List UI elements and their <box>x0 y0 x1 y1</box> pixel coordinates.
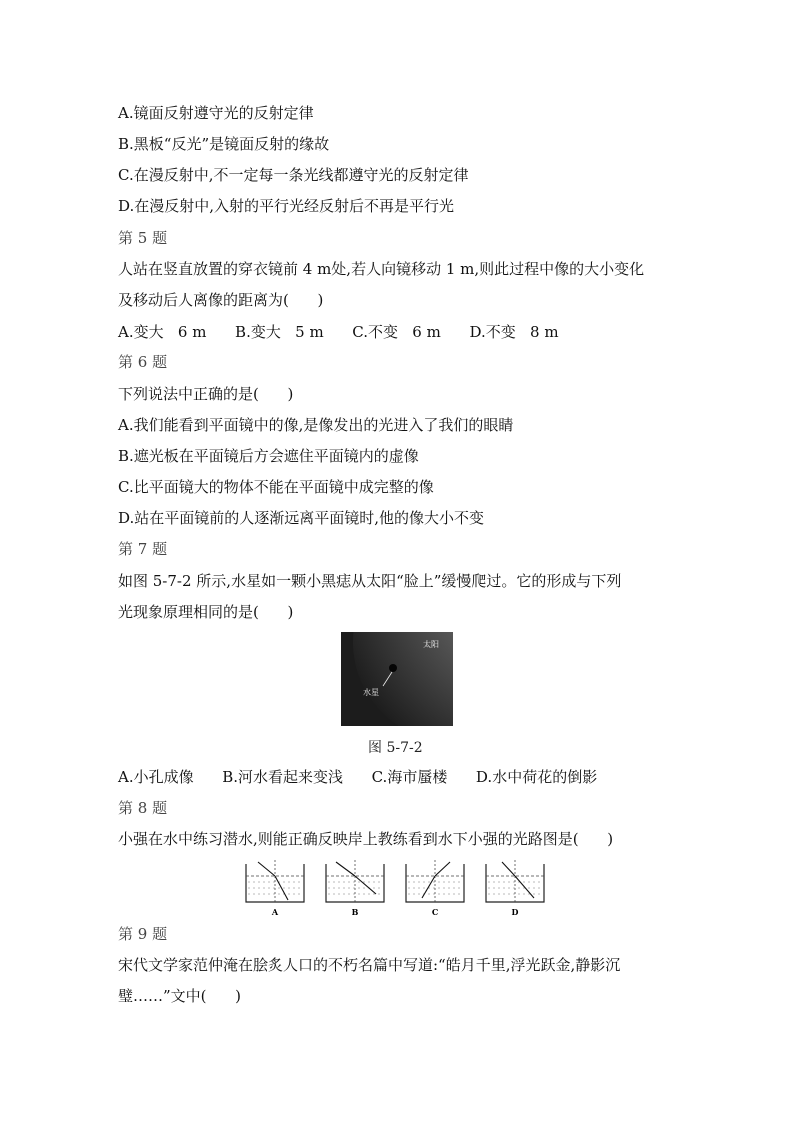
mercury-dot <box>389 664 397 672</box>
mercury-label: 水星 <box>363 688 379 697</box>
q6-stem: 下列说法中正确的是( ) <box>118 385 294 403</box>
q7-options: A.小孔成像 B.河水看起来变浅 C.海市蜃楼 D.水中荷花的倒影 <box>118 768 598 786</box>
q9-stem-line1: 宋代文学家范仲淹在脍炙人口的不朽名篇中写道:“皓月千里,浮光跃金,静影沉 <box>118 956 621 974</box>
q7-heading: 第 7 题 <box>118 540 168 558</box>
q5-stem-line1: 人站在竖直放置的穿衣镜前 4 m处,若人向镜移动 1 m,则此过程中像的大小变化 <box>118 260 645 278</box>
diagram-panel-d <box>486 860 544 902</box>
q7-stem-line2: 光现象原理相同的是( ) <box>118 603 294 621</box>
q8-stem: 小强在水中练习潜水,则能正确反映岸上教练看到水下小强的光路图是( ) <box>118 830 614 848</box>
q6-heading: 第 6 题 <box>118 353 168 371</box>
q6-option-b: B.遮光板在平面镜后方会遮住平面镜内的虚像 <box>118 447 419 465</box>
q7-stem-line1: 如图 5-7-2 所示,水星如一颗小黑痣从太阳“脸上”缓慢爬过。它的形成与下列 <box>118 572 622 590</box>
panel-label-d: D <box>511 907 519 917</box>
q8-heading: 第 8 题 <box>118 799 168 817</box>
q5-heading: 第 5 题 <box>118 229 168 247</box>
mercury-transit-photo <box>341 632 453 726</box>
q6-option-c: C.比平面镜大的物体不能在平面镜中成完整的像 <box>118 478 434 496</box>
diagram-panel-a <box>246 860 304 902</box>
q4-option-d: D.在漫反射中,入射的平行光经反射后不再是平行光 <box>118 197 455 215</box>
panel-label-a: A <box>271 907 279 917</box>
q4-option-a: A.镜面反射遵守光的反射定律 <box>118 104 314 122</box>
q5-stem-line2: 及移动后人离像的距离为( ) <box>118 291 324 309</box>
q6-option-d: D.站在平面镜前的人逐渐远离平面镜时,他的像大小不变 <box>118 509 485 527</box>
q9-heading: 第 9 题 <box>118 925 168 943</box>
q9-stem-line2: 璧……”文中( ) <box>118 987 241 1005</box>
q4-option-b: B.黑板“反光”是镜面反射的缘故 <box>118 135 330 153</box>
figure-caption: 图 5-7-2 <box>368 740 423 756</box>
panel-label-c: C <box>431 907 439 917</box>
sun-label: 太阳 <box>423 640 439 649</box>
diagram-panel-c <box>406 860 464 902</box>
q5-options: A.变大 6 m B.变大 5 m C.不变 6 m D.不变 8 m <box>118 323 559 341</box>
diagram-panel-b <box>326 860 384 902</box>
panel-label-b: B <box>351 907 359 917</box>
q6-option-a: A.我们能看到平面镜中的像,是像发出的光进入了我们的眼睛 <box>118 416 514 434</box>
q4-option-c: C.在漫反射中,不一定每一条光线都遵守光的反射定律 <box>118 166 469 184</box>
light-path-diagrams <box>244 858 556 918</box>
